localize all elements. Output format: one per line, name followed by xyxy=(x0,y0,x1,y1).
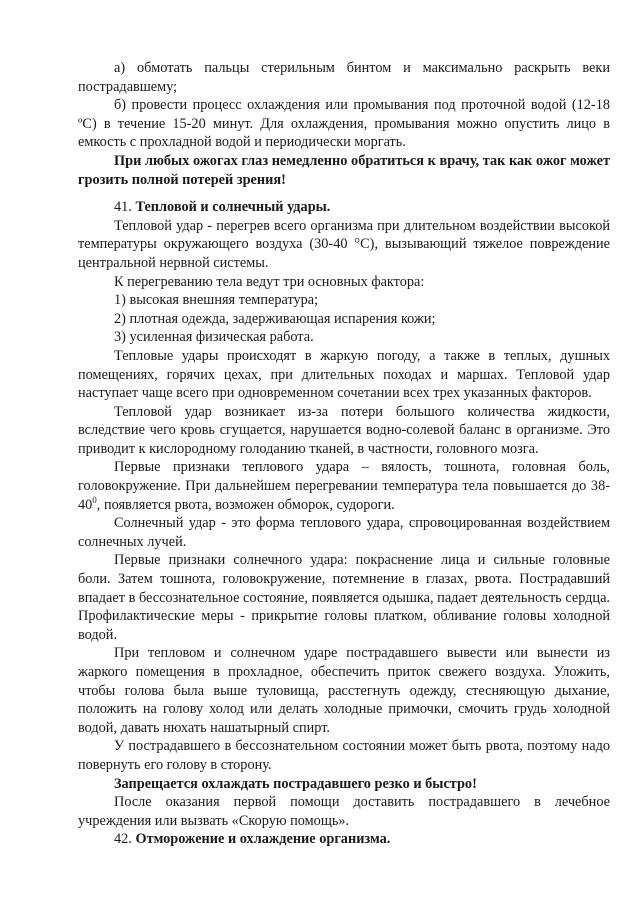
paragraph-eye-burn-step-a: а) обмотать пальцы стерильным бинтом и максимально раскрыть веки пострадавшему; xyxy=(78,60,610,95)
paragraph-heatstroke-definition: Тепловой удар - перегрев всего организма при длительном воздействии высокой температуры окружающего воздуха (30-40 °С), вызывающий тяжелое повреждение центральной нервной системы. xyxy=(78,217,610,271)
paragraph-heatstroke-symptoms xyxy=(78,458,610,514)
paragraph-eye-burn-step-b: б) провести процесс охлаждения или промывания под проточной водой (12-18 ºС) в течение 15-20 минут. Для охлаждения, промывания можно опустить лицо в емкость с прохладной водой и периодически моргать. xyxy=(78,97,610,151)
warning-cooling: Запрещается охлаждать пострадавшего резко и быстро! xyxy=(114,775,477,792)
paragraph-unconscious: У пострадавшего в бессознательном состоянии может быть рвота, поэтому надо повернуть его голову в сторону. xyxy=(78,738,610,773)
symptoms-text-part-1: Первые признаки теплового удара – вялость, тошнота, головная боль, головокружение. При дальнейшем перегревании температура тела повышается до 38-40 xyxy=(78,459,610,513)
list-item-factor-3: 3) усиленная физическая работа. xyxy=(114,329,314,346)
paragraph-factors-intro: К перегреванию тела ведут три основных фактора: xyxy=(114,273,425,290)
list-item-factor-1: 1) высокая внешняя температура; xyxy=(114,292,319,309)
section-heading-41 xyxy=(78,198,610,217)
symptoms-text-part-2: , появляется рвота, возможен обморок, судороги. xyxy=(96,496,395,513)
paragraph-heatstroke-cause: Тепловой удар возникает из-за потери большого количества жидкости, вследствие чего кровь сгущается, нарушается водно-солевой баланс в организме. Это приводит к кислородному голоданию тканей, в частности, головного мозга. xyxy=(78,403,610,457)
list-item-factor-2: 2) плотная одежда, задерживающая испарения кожи; xyxy=(114,310,436,327)
section-number-42: 42. xyxy=(114,831,136,848)
paragraph-after-aid: После оказания первой помощи доставить пострадавшего в лечебное учреждения или вызвать «Скорую помощь». xyxy=(78,794,610,829)
paragraph-heatstroke-conditions: Тепловые удары происходят в жаркую погоду, а также в теплых, душных помещениях, горячих цехах, при длительных походах и маршах. Тепловой удар наступает чаще всего при одновременном сочетании всех трех указанных факторов. xyxy=(78,347,610,402)
section-heading-42 xyxy=(78,830,610,849)
paragraph-sunstroke-definition: Солнечный удар - это форма теплового удара, спровоцированная воздействием солнечных лучей. xyxy=(78,515,610,550)
section-title-42: Отморожение и охлаждение организма. xyxy=(135,831,391,848)
degree-superscript: 0 xyxy=(92,494,97,505)
paragraph-first-aid: При тепловом и солнечном ударе пострадавшего вывести или вынести из жаркого помещения в прохладное, обеспечить приток свежего воздуха. Уложить, чтобы голова была выше туловища, расстегнуть одежду, стесняющую дыхание, положить на голову холод или делать холодные примочки, смочить грудь холодной водой, давать нюхать нашатырный спирт. xyxy=(78,645,610,736)
section-title-41: Тепловой и солнечный удары. xyxy=(135,199,331,216)
paragraph-sunstroke-symptoms: Первые признаки солнечного удара: покраснение лица и сильные головные боли. Затем тошнота, головокружение, потемнение в глазах, рвота. Пострадавший впадает в бессознательное состояние, появляется одышка, падает деятельность сердца. Профилактические меры - прикрытие головы платком, обливание головы холодной водой. xyxy=(78,552,610,643)
section-number-41: 41. xyxy=(114,199,136,216)
warning-eye-burn: При любых ожогах глаз немедленно обратиться к врачу, так как ожог может грозить полной потерей зрения! xyxy=(78,152,610,188)
